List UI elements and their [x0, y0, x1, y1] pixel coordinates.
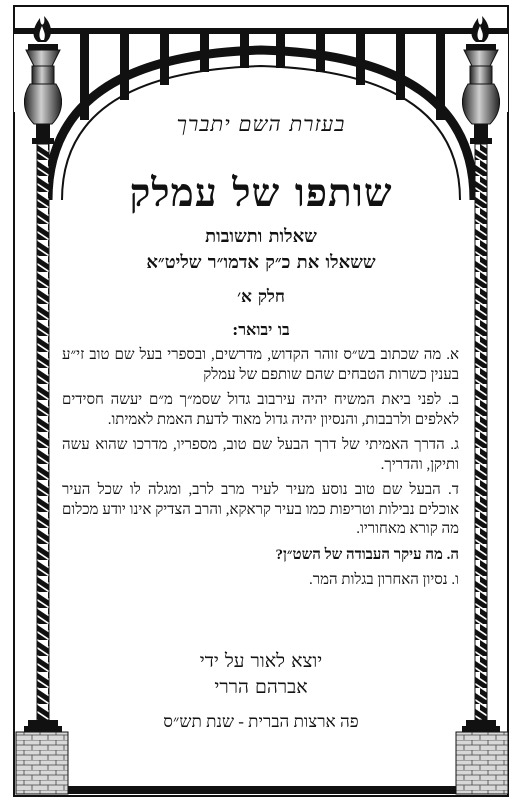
contents-heading: בו יבואר:	[232, 320, 290, 339]
subtitle-line-2: ששאלו את כ״ק אדמו״ר שליט״א	[146, 252, 376, 273]
right-column-base	[456, 720, 508, 794]
subtitle-line-1: שאלות ותשובות	[205, 226, 317, 247]
page-title: שותפו של עמלק	[129, 170, 393, 216]
bottom-ledge	[68, 786, 456, 794]
blessing-header: בעזרת השם יתברך	[176, 112, 346, 136]
footer-place-year: פה ארצות הברית - שנת תש״ס	[163, 712, 359, 731]
list-item: ה. מה עיקר העבודה של השט״ן?	[275, 546, 459, 563]
publisher-name: אברהם הררי	[214, 676, 308, 698]
contents-list	[62, 346, 459, 597]
publisher-line-1: יוצא לאור על ידי	[199, 650, 323, 672]
list-item: א. מה שכתוב בש״ס זוהר הקדוש, מדרשים, ובספרי בעל שם טוב זי״ע בענין כשרות הטבחים שהם שותפם של עמלק	[62, 347, 459, 383]
part-label: חלק א׳	[237, 287, 285, 307]
list-item: ב. לפני ביאת המשיח יהיה עירבוב גדול שסמ״ך מ״ם יעשה חסידים לאלפים ולרבבות, והנסיון יהיה גדול מאוד לדעת האמת לאמיתו.	[62, 392, 459, 428]
list-item: ד. הבעל שם טוב נוסע מעיר לעיר מרב לרב, ומגלה לו שכל העיר אוכלים נבילות וטריפות כמו בעיר קראקא, והרב הצדיק אינו יודע מכלום מה קורא מאחוריו.	[62, 482, 459, 537]
right-column	[475, 144, 487, 720]
left-column	[37, 144, 49, 720]
list-item: ו. נסיון האחרון בגלות המר.	[309, 572, 459, 588]
list-item: ג. הדרך האמיתי של דרך הבעל שם טוב, מספריו, מדרכו שהוא עשה ותיקן, והדריך.	[62, 437, 459, 473]
